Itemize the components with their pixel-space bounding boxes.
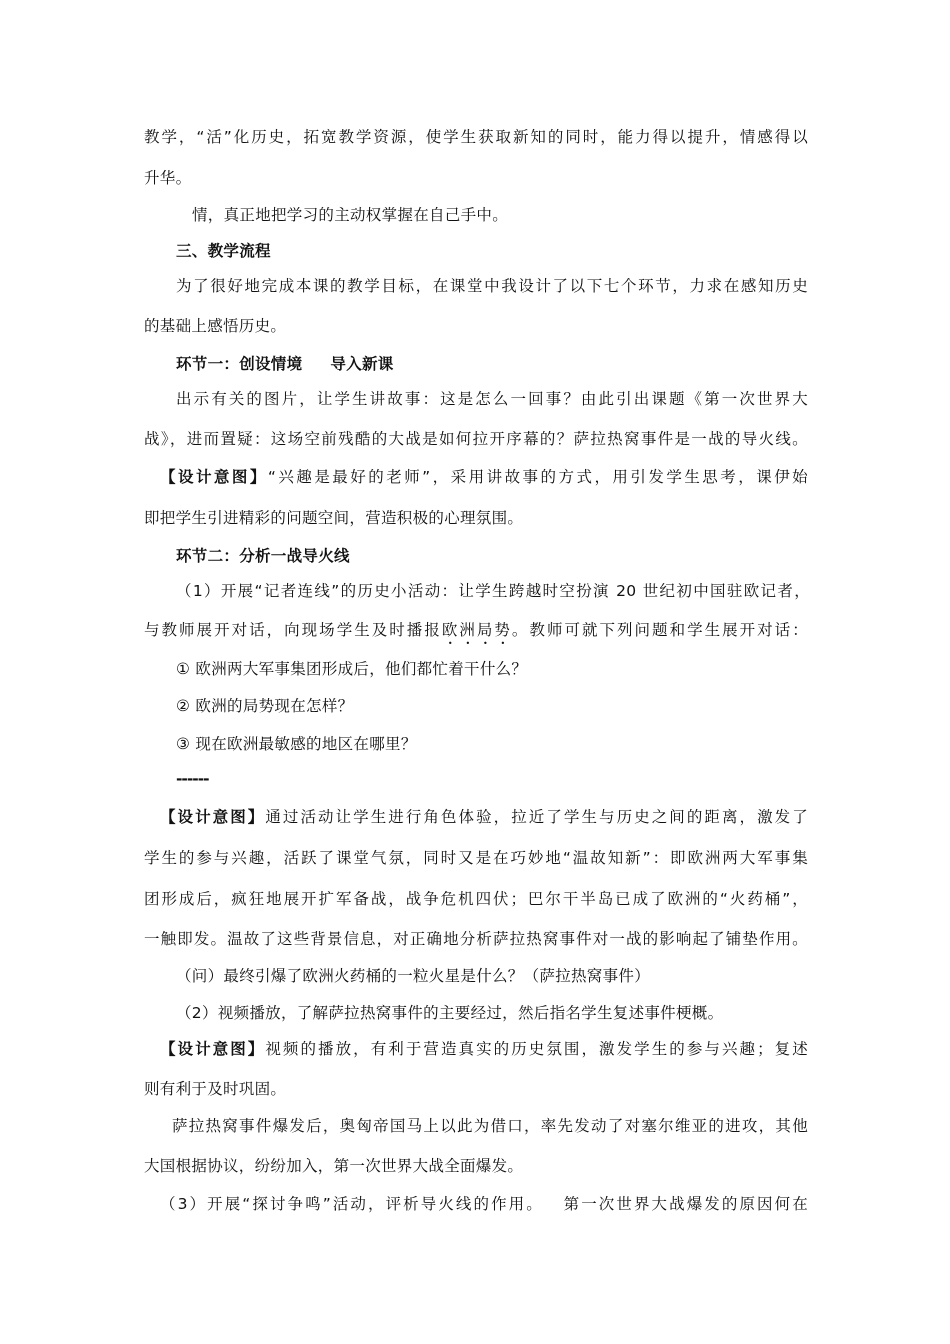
paragraph: 情，真正地把学习的主动权掌握在自己手中。: [192, 206, 509, 224]
paragraph-line: 大国根据协议，纷纷加入，第一次世界大战全面爆发。: [144, 1157, 524, 1175]
section-heading: 三、教学流程: [176, 242, 271, 260]
paragraph-text: 视频的播放，有利于营造真实的历史氛围，激发学生的参与兴趣；复述: [265, 1040, 808, 1058]
step-heading: [176, 353, 394, 375]
paragraph-line: 升华。: [144, 169, 192, 187]
paragraph-line: [144, 619, 808, 648]
paragraph-line: 即把学生引进精彩的问题空间，营造积极的心理氛围。: [144, 509, 524, 527]
paragraph-line: 则有利于及时巩固。: [144, 1080, 287, 1098]
paragraph: （问）最终引爆了欧洲火药桶的一粒火星是什么？（萨拉热窝事件）: [176, 967, 651, 985]
emphasized-text: 欧洲局势: [441, 621, 512, 639]
paragraph-line: 出示有关的图片，让学生讲故事：这是怎么一回事？由此引出课题《第一次世界大: [176, 390, 808, 408]
paragraph-line: [160, 1038, 808, 1060]
ellipsis-line: ------: [176, 770, 209, 788]
paragraph-line: [160, 806, 808, 828]
step-heading-part: 导入新课: [330, 355, 394, 373]
step-heading-part: 环节一：创设情境: [176, 355, 303, 373]
paragraph-line: 一触即发。温故了这些背景信息，对正确地分析萨拉热窝事件对一战的影响起了铺垫作用。: [144, 930, 808, 948]
paragraph-line: [160, 466, 808, 488]
paragraph-text: 第一次世界大战爆发的原因何在: [561, 1195, 809, 1213]
design-intent-label: 【设计意图】: [160, 468, 268, 486]
paragraph: （2）视频播放，了解萨拉热窝事件的主要经过，然后指名学生复述事件梗概。: [176, 1004, 724, 1022]
question-item: ② 欧洲的局势现在怎样？: [176, 697, 354, 715]
design-intent-label: 【设计意图】: [160, 1040, 266, 1058]
paragraph-text: 与教师展开对话，向现场学生及时播报: [144, 621, 442, 639]
paragraph-text: “兴趣是最好的老师”，采用讲故事的方式，用引发学生思考，课伊始: [267, 468, 808, 486]
paragraph-text: （3）开展“探讨争鸣”活动，评析导火线的作用。: [160, 1195, 544, 1213]
paragraph-line: [160, 1193, 808, 1215]
paragraph-text: 。教师可就下列问题和学生展开对话：: [511, 621, 809, 639]
question-item: ① 欧洲两大军事集团形成后，他们都忙着干什么？: [176, 660, 528, 678]
step-heading: 环节二：分析一战导火线: [176, 547, 350, 565]
paragraph-line: 为了很好地完成本课的教学目标，在课堂中我设计了以下七个环节，力求在感知历史: [176, 277, 808, 295]
paragraph-text: 通过活动让学生进行角色体验，拉近了学生与历史之间的距离，激发了: [265, 808, 808, 826]
paragraph-line: 学生的参与兴趣，活跃了课堂气氛，同时又是在巧妙地“温故知新”：即欧洲两大军事集: [144, 849, 808, 867]
question-item: ③ 现在欧洲最敏感的地区在哪里？: [176, 735, 417, 753]
paragraph-line: 教学，“活”化历史，拓宽教学资源，使学生获取新知的同时，能力得以提升，情感得以: [144, 128, 808, 146]
paragraph-line: 团形成后，疯狂地展开扩军备战，战争危机四伏；巴尔干半岛已成了欧洲的“火药桶”，: [144, 890, 808, 908]
paragraph-line: 萨拉热窝事件爆发后，奥匈帝国马上以此为借口，率先发动了对塞尔维亚的进攻，其他: [172, 1117, 808, 1135]
paragraph-line: 战》，进而置疑：这场空前残酷的大战是如何拉开序幕的？萨拉热窝事件是一战的导火线。: [144, 430, 808, 448]
paragraph-line: 的基础上感悟历史。: [144, 317, 287, 335]
paragraph-line: （1）开展“记者连线”的历史小活动：让学生跨越时空扮演 20 世纪初中国驻欧记者，: [176, 582, 810, 600]
design-intent-label: 【设计意图】: [160, 808, 266, 826]
